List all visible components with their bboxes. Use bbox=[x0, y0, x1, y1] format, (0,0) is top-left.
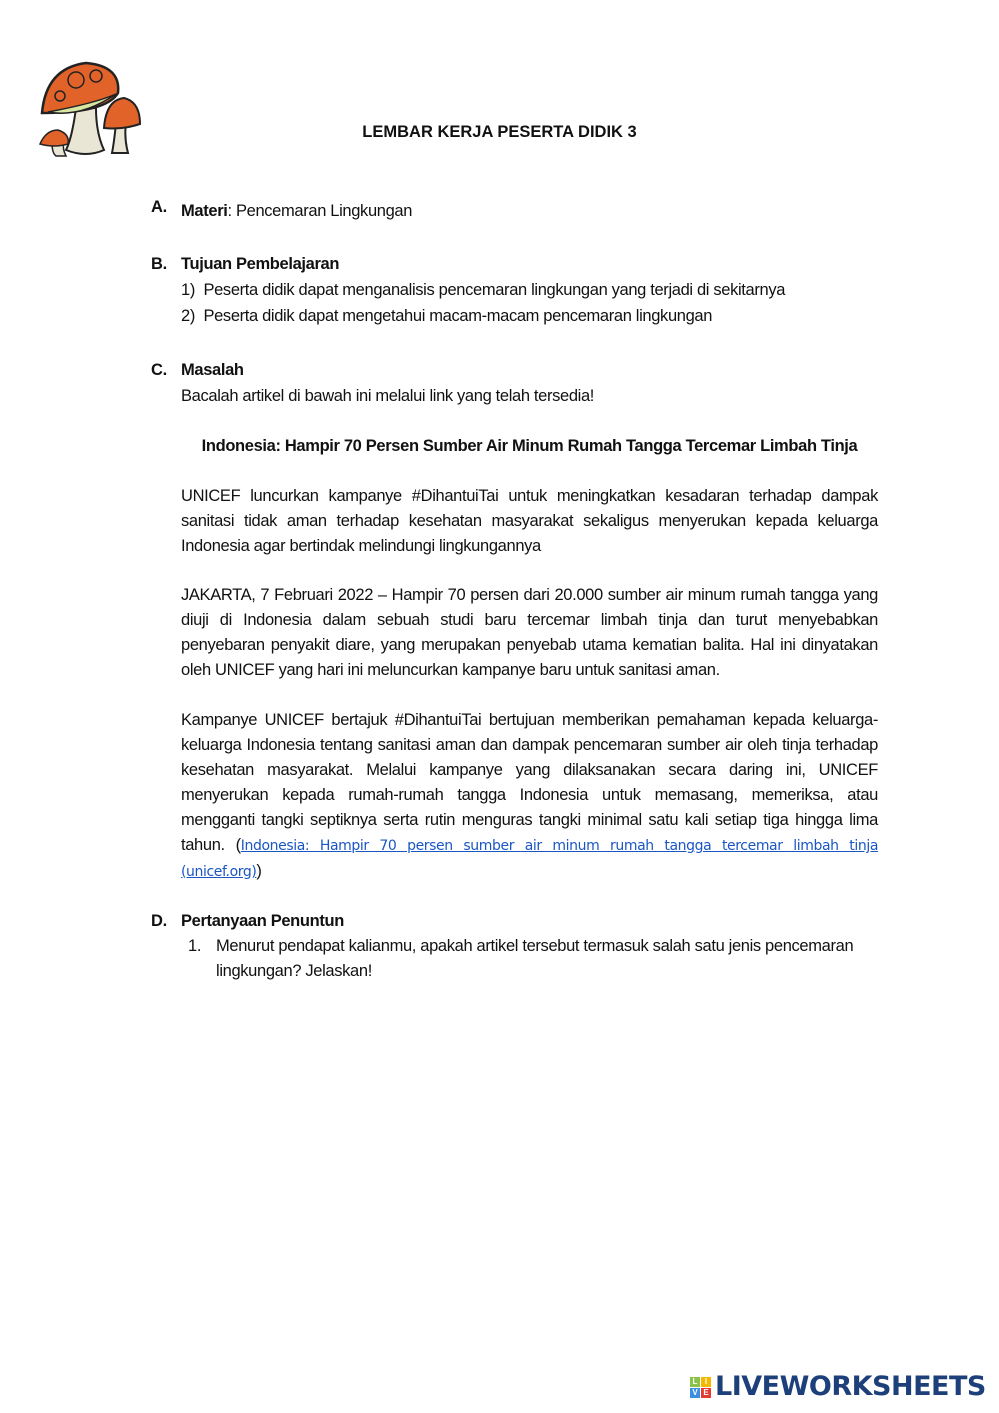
badge-letter: I bbox=[701, 1377, 711, 1387]
section-label: Materi bbox=[181, 202, 228, 220]
section-a bbox=[151, 198, 881, 224]
objective-item: 2) Peserta didik dapat mengetahui macam-macam pencemaran lingkungan bbox=[181, 307, 713, 325]
badge-letter: V bbox=[690, 1388, 700, 1398]
section-text: : Pencemaran Lingkungan bbox=[227, 202, 413, 220]
badge-letter: E bbox=[701, 1388, 711, 1398]
section-c bbox=[151, 357, 881, 417]
paragraph-end: ) bbox=[256, 862, 262, 880]
article-link[interactable]: Indonesia: Hampir 70 persen sumber air minum rumah tangga tercemar limbah tinja (unicef.org) bbox=[181, 838, 879, 880]
section-label: Pertanyaan Penuntun bbox=[181, 912, 344, 930]
article-paragraph: JAKARTA, 7 Februari 2022 – Hampir 70 persen dari 20.000 sumber air minum rumah tangga yang diuji di Indonesia dalam sebuah studi baru tercemar limbah tinja dan turut menyebabkan penyebaran penyakit diare, yang merupakan penyebab utama kematian balita. Hal ini dinyatakan oleh UNICEF yang hari ini meluncurkan kampanye baru untuk sanitasi aman. bbox=[181, 586, 878, 679]
article-paragraph: UNICEF luncurkan kampanye #DihantuiTai untuk meningkatkan kesadaran terhadap dampak sanitasi tidak aman terhadap kesehatan masyarakat sekaligus menyerukan kepada keluarga Indonesia agar bertindak melindungi lingkungannya bbox=[181, 487, 878, 555]
objective-item: 1) Peserta didik dapat menganalisis pencemaran lingkungan yang terjadi di sekitarnya bbox=[181, 281, 786, 299]
article-title: Indonesia: Hampir 70 Persen Sumber Air Minum Rumah Tangga Tercemar Limbah Tinja bbox=[201, 437, 858, 455]
section-label: Masalah bbox=[181, 361, 244, 379]
article-paragraph bbox=[181, 708, 878, 885]
liveworksheets-logo bbox=[690, 1371, 990, 1404]
paragraph-text: Kampanye UNICEF bertajuk #DihantuiTai bertujuan memberikan pemahaman kepada keluarga-keluarga Indonesia tentang sanitasi aman dan dampak pencemaran sumber air oleh tinja terhadap kesehatan masyarakat. Melalui kampanye yang dilaksanakan secara daring ini, UNICEF menyerukan kepada rumah-rumah tangga Indonesia untuk memasang, memeriksa, atau mengganti tangki septiknya serta rutin menguras tangki minimal satu kali setiap tiga hingga lima tahun. ( bbox=[181, 711, 878, 854]
page-title: LEMBAR KERJA PESERTA DIDIK 3 bbox=[362, 123, 637, 141]
badge-letter: L bbox=[690, 1377, 700, 1387]
section-letter: C. bbox=[151, 361, 167, 379]
brand-name: LIVEWORKSHEETS bbox=[715, 1371, 986, 1402]
section-letter: D. bbox=[151, 912, 167, 930]
section-label: Tujuan Pembelajaran bbox=[181, 255, 340, 273]
live-badge-icon bbox=[690, 1377, 712, 1399]
section-b bbox=[151, 251, 881, 331]
question-item bbox=[181, 934, 878, 984]
section-intro: Bacalah artikel di bawah ini melalui link yang telah tersedia! bbox=[181, 387, 595, 405]
section-letter: A. bbox=[151, 198, 167, 216]
mushroom-illustration bbox=[36, 58, 142, 158]
section-letter: B. bbox=[151, 255, 167, 273]
question-text: Menurut pendapat kalianmu, apakah artikel tersebut termasuk salah satu jenis pencemaran lingkungan? Jelaskan! bbox=[216, 937, 854, 980]
question-number: 1. bbox=[188, 937, 202, 955]
section-d bbox=[151, 908, 881, 988]
